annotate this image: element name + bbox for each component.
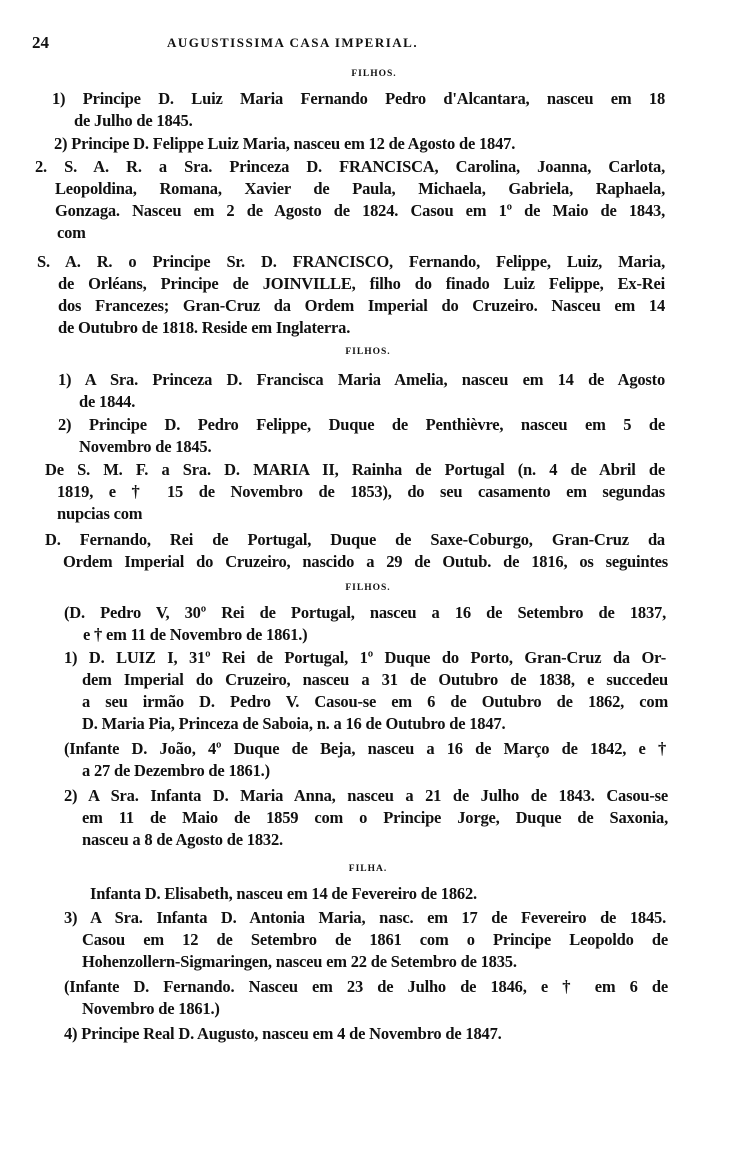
- running-title: AUGUSTISSIMA CASA IMPERIAL.: [167, 35, 419, 50]
- text-line: D. Fernando, Rei de Portugal, Duque de Saxe-Coburgo, Gran-Cruz da: [45, 530, 665, 549]
- text-line: dos Francezes; Gran-Cruz da Ordem Imperial do Cruzeiro. Nasceu em 14: [58, 296, 665, 315]
- text-line: 1) Principe D. Luiz Maria Fernando Pedro d'Alcantara, nasceu em 18: [52, 89, 665, 108]
- text-line: e † em 11 de Novembro de 1861.): [83, 625, 308, 644]
- text-line: Novembro de 1845.: [79, 437, 212, 456]
- text-line: Gonzaga. Nasceu em 2 de Agosto de 1824. Casou em 1º de Maio de 1843,: [55, 201, 665, 220]
- text-line: (D. Pedro V, 30º Rei de Portugal, nasceu a 16 de Setembro de 1837,: [64, 603, 666, 622]
- text-line: 2) Principe D. Felippe Luiz Maria, nasceu em 12 de Agosto de 1847.: [54, 134, 516, 153]
- text-line: 2) A Sra. Infanta D. Maria Anna, nasceu a 21 de Julho de 1843. Casou-se: [64, 786, 668, 805]
- text-line: de Orléans, Principe de JOINVILLE, filho do finado Luiz Felippe, Ex-Rei: [58, 274, 665, 293]
- text-line: dem Imperial do Cruzeiro, nasceu a 31 de Outubro de 1838, e succedeu: [82, 670, 668, 689]
- text-line: a 27 de Dezembro de 1861.): [82, 761, 270, 780]
- text-line: (Infante D. João, 4º Duque de Beja, nasceu a 16 de Março de 1842, e †: [64, 739, 666, 758]
- text-line: 4) Principe Real D. Augusto, nasceu em 4 de Novembro de 1847.: [64, 1024, 502, 1043]
- text-line: 2. S. A. R. a Sra. Princeza D. FRANCISCA, Carolina, Joanna, Carlota,: [35, 157, 665, 176]
- text-line: em 11 de Maio de 1859 com o Principe Jorge, Duque de Saxonia,: [82, 808, 668, 827]
- text-line: 3) A Sra. Infanta D. Antonia Maria, nasc. em 17 de Fevereiro de 1845.: [64, 908, 666, 927]
- text-line: 2) Principe D. Pedro Felippe, Duque de Penthièvre, nasceu em 5 de: [58, 415, 665, 434]
- section-heading-filhos: FILHOS.: [345, 347, 391, 357]
- text-line: Infanta D. Elisabeth, nasceu em 14 de Fevereiro de 1862.: [90, 884, 477, 903]
- section-heading-filhos: FILHOS.: [351, 69, 397, 79]
- text-line: de Outubro de 1818. Reside em Inglaterra.: [58, 318, 351, 337]
- text-line: a seu irmão D. Pedro V. Casou-se em 6 de Outubro de 1862, com: [82, 692, 668, 711]
- text-line: 1819, e † 15 de Novembro de 1853), do seu casamento em segundas: [57, 482, 665, 501]
- section-heading-filha: FILHA.: [348, 864, 388, 874]
- text-line: 1) A Sra. Princeza D. Francisca Maria Amelia, nasceu em 14 de Agosto: [58, 370, 665, 389]
- text-line: Hohenzollern-Sigmaringen, nasceu em 22 de Setembro de 1835.: [82, 952, 517, 971]
- text-line: Ordem Imperial do Cruzeiro, nascido a 29 de Outub. de 1816, os seguintes: [63, 552, 668, 571]
- text-line: 1) D. LUIZ I, 31º Rei de Portugal, 1º Duque do Porto, Gran-Cruz da Or-: [64, 648, 666, 667]
- text-line: nupcias com: [57, 504, 143, 523]
- text-line: nasceu a 8 de Agosto de 1832.: [82, 830, 283, 849]
- text-line: de Julho de 1845.: [74, 111, 193, 130]
- text-line: De S. M. F. a Sra. D. MARIA II, Rainha de Portugal (n. 4 de Abril de: [45, 460, 665, 479]
- text-line: (Infante D. Fernando. Nasceu em 23 de Julho de 1846, e † em 6 de: [64, 977, 668, 996]
- page-number: 24: [32, 33, 49, 52]
- text-line: D. Maria Pia, Princeza de Saboia, n. a 16 de Outubro de 1847.: [82, 714, 506, 733]
- text-line: Casou em 12 de Setembro de 1861 com o Principe Leopoldo de: [82, 930, 668, 949]
- text-line: S. A. R. o Principe Sr. D. FRANCISCO, Fernando, Felippe, Luiz, Maria,: [37, 252, 665, 271]
- text-line: Novembro de 1861.): [82, 999, 220, 1018]
- text-line: Leopoldina, Romana, Xavier de Paula, Michaela, Gabriela, Raphaela,: [55, 179, 665, 198]
- text-line: de 1844.: [79, 392, 136, 411]
- section-heading-filhos: FILHOS.: [345, 583, 391, 593]
- text-line: com: [57, 223, 86, 242]
